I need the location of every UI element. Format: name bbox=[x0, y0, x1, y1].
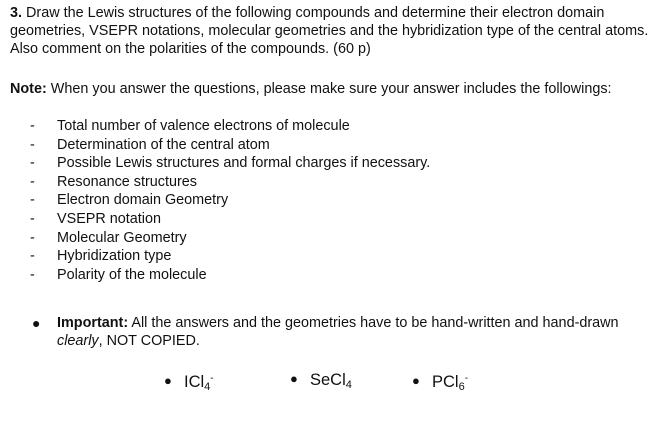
dash-bullet-icon: - bbox=[30, 136, 35, 153]
compound-list bbox=[0, 370, 665, 396]
compound-formula: SeCl bbox=[310, 371, 346, 389]
question-connector: Also comment bbox=[10, 41, 102, 57]
dash-bullet-icon: - bbox=[30, 266, 35, 283]
list-item bbox=[30, 247, 430, 266]
list-item bbox=[30, 266, 430, 285]
list-item bbox=[30, 229, 430, 248]
list-item bbox=[30, 136, 430, 155]
bullet-icon: ● bbox=[32, 315, 41, 331]
bullet-icon: ● bbox=[164, 373, 172, 388]
important-text: All the answers and the geometries have to be hand-written and hand-drawn bbox=[131, 315, 619, 331]
compound-icl4 bbox=[164, 370, 214, 396]
important-notice bbox=[32, 314, 642, 350]
important-body bbox=[32, 314, 642, 350]
list-item-text: Electron domain Geometry bbox=[57, 192, 229, 209]
compound-formula: ICl bbox=[184, 373, 205, 391]
compound-subscript: 4 bbox=[204, 381, 211, 393]
compound-secl4 bbox=[290, 370, 352, 394]
question-tail: the compounds. (60 p) bbox=[226, 41, 371, 57]
list-item-text: Hybridization type bbox=[57, 248, 172, 265]
question-intro: Draw the Lewis structures of the following compounds and determine their bbox=[26, 5, 498, 21]
bullet-icon: ● bbox=[412, 373, 420, 388]
important-emphasis: clearly bbox=[57, 333, 99, 349]
question-emphasis-geometry: electron domain geometries, VSEPR notations, molecular geometries and the hybridization type of the central atoms. bbox=[10, 5, 649, 39]
dash-bullet-icon: - bbox=[30, 229, 35, 246]
list-item-text: Total number of valence electrons of molecule bbox=[57, 118, 350, 134]
important-text-end: , NOT COPIED. bbox=[98, 333, 200, 349]
list-item-text: Molecular Geometry bbox=[57, 229, 187, 246]
dash-bullet-icon: - bbox=[30, 248, 35, 265]
list-item-text: Possible Lewis structures and formal charges if necessary. bbox=[57, 155, 431, 172]
question-number: 3. bbox=[10, 5, 23, 21]
compound-charge: - bbox=[210, 373, 214, 384]
important-label: Important: bbox=[57, 315, 129, 331]
list-item bbox=[30, 154, 430, 173]
list-item bbox=[30, 210, 430, 229]
list-item-text: Determination of the central atom bbox=[57, 136, 270, 153]
note-text: When you answer the questions, please make sure your answer includes the followings: bbox=[50, 81, 612, 97]
question-emphasis-polarity: on the polarities of bbox=[105, 41, 223, 57]
list-item bbox=[30, 173, 430, 192]
compound-formula: PCl bbox=[432, 373, 459, 391]
compound-charge: - bbox=[464, 373, 469, 384]
bullet-icon: ● bbox=[290, 371, 298, 386]
requirements-list bbox=[30, 117, 430, 284]
compound-subscript: 4 bbox=[345, 379, 352, 391]
list-item-text: VSEPR notation bbox=[57, 210, 161, 227]
list-item-text: Resonance structures bbox=[57, 173, 197, 190]
dash-bullet-icon: - bbox=[30, 192, 35, 209]
dash-bullet-icon: - bbox=[30, 210, 35, 227]
dash-bullet-icon: - bbox=[30, 173, 35, 190]
compound-subscript: 6 bbox=[458, 381, 465, 393]
list-item-text: Polarity of the molecule bbox=[57, 266, 207, 283]
list-item bbox=[30, 191, 430, 210]
dash-bullet-icon: - bbox=[30, 118, 35, 134]
note-paragraph bbox=[10, 80, 658, 98]
question-3 bbox=[10, 4, 658, 58]
compound-pcl6 bbox=[412, 370, 468, 396]
list-item bbox=[30, 117, 430, 136]
note-label: Note: bbox=[10, 81, 47, 97]
dash-bullet-icon: - bbox=[30, 155, 35, 172]
